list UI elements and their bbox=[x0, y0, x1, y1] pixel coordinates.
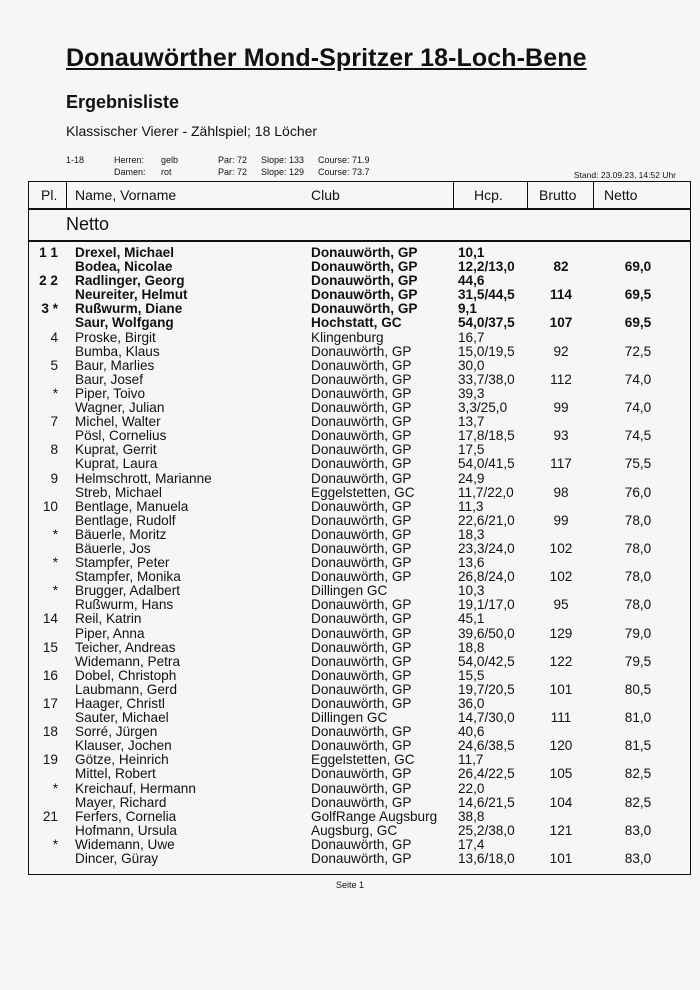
handicap: 10,3 bbox=[458, 583, 485, 599]
meta-gender-labels bbox=[114, 154, 146, 178]
handicap: 17,5 bbox=[458, 442, 485, 458]
handicap: 24,6/38,5 bbox=[458, 738, 515, 754]
handicap: 38,8 bbox=[458, 808, 485, 824]
place: 21 bbox=[42, 808, 58, 824]
table-row bbox=[0, 359, 700, 373]
club-name: Donauwörth, GP bbox=[311, 696, 412, 711]
table-row bbox=[0, 260, 700, 274]
netto-score: 69,0 bbox=[624, 259, 652, 275]
brutto-score: 99 bbox=[553, 512, 569, 528]
player-name: Drexel, Michael bbox=[75, 245, 174, 260]
club-name: Eggelstetten, GC bbox=[311, 752, 415, 768]
handicap: 12,2/13,0 bbox=[458, 259, 515, 275]
table-row bbox=[0, 528, 700, 542]
herren-tee: gelb bbox=[161, 155, 179, 165]
competition-description: Klassischer Vierer - Zählspiel; 18 Löcher bbox=[66, 123, 318, 139]
handicap: 54,0/37,5 bbox=[458, 315, 515, 331]
table-row bbox=[0, 556, 700, 570]
player-name: Mayer, Richard bbox=[75, 794, 167, 810]
meta-slope bbox=[261, 154, 304, 178]
player-name: Piper, Anna bbox=[75, 625, 145, 641]
header-pl: Pl. bbox=[41, 187, 58, 203]
club-name: Donauwörth, GP bbox=[311, 287, 418, 303]
brutto-score: 114 bbox=[550, 287, 572, 303]
handicap: 23,3/24,0 bbox=[458, 540, 515, 556]
player-name: Sorré, Jürgen bbox=[75, 724, 158, 740]
table-row bbox=[0, 542, 700, 556]
place: 8 bbox=[50, 442, 58, 458]
club-name: Donauwörth, GP bbox=[311, 428, 412, 444]
place: 1 1 bbox=[39, 245, 58, 260]
table-row bbox=[0, 584, 700, 598]
club-name: Donauwörth, GP bbox=[311, 667, 412, 683]
player-name: Bäuerle, Jos bbox=[75, 540, 151, 556]
club-name: Donauwörth, GP bbox=[311, 259, 418, 275]
place: 7 bbox=[50, 414, 58, 430]
player-name: Kuprat, Laura bbox=[75, 456, 158, 472]
club-name: Donauwörth, GP bbox=[311, 738, 412, 754]
netto-score: 78,0 bbox=[624, 597, 652, 613]
table-row bbox=[0, 472, 700, 486]
player-name: Sauter, Michael bbox=[75, 710, 169, 726]
handicap: 16,7 bbox=[458, 329, 485, 345]
netto-score: 81,5 bbox=[624, 738, 652, 754]
handicap: 24,9 bbox=[458, 470, 485, 486]
club-name: Donauwörth, GP bbox=[311, 498, 412, 514]
meta-course bbox=[318, 154, 370, 178]
handicap: 17,4 bbox=[458, 836, 485, 852]
place: 18 bbox=[42, 724, 58, 740]
player-name: Kuprat, Gerrit bbox=[75, 442, 157, 458]
table-row bbox=[0, 373, 700, 387]
player-name: Bodea, Nicolae bbox=[75, 259, 173, 275]
player-name: Pösl, Cornelius bbox=[75, 428, 167, 444]
player-name: Hofmann, Ursula bbox=[75, 822, 177, 838]
player-name: Bentlage, Rudolf bbox=[75, 512, 176, 528]
damen-tee: rot bbox=[161, 167, 172, 177]
column-divider bbox=[66, 181, 67, 209]
header-divider bbox=[28, 208, 691, 210]
brutto-score: 112 bbox=[550, 371, 572, 387]
handicap: 39,3 bbox=[458, 385, 485, 401]
netto-score: 78,0 bbox=[624, 540, 652, 556]
table-row bbox=[0, 810, 700, 824]
player-name: Haager, Christl bbox=[75, 696, 165, 711]
page-subtitle: Ergebnisliste bbox=[66, 92, 180, 112]
handicap: 39,6/50,0 bbox=[458, 625, 515, 641]
table-row bbox=[0, 627, 700, 641]
page-number: Seite 1 bbox=[335, 880, 365, 890]
table-row bbox=[0, 486, 700, 500]
club-name: Donauwörth, GP bbox=[311, 611, 412, 627]
place: * bbox=[52, 385, 58, 401]
table-row bbox=[0, 246, 700, 260]
table-row bbox=[0, 288, 700, 302]
netto-score: 80,5 bbox=[624, 681, 652, 697]
player-name: Baur, Josef bbox=[75, 371, 144, 387]
player-name: Kreichauf, Hermann bbox=[75, 780, 196, 796]
club-name: Donauwörth, GP bbox=[311, 357, 412, 373]
player-name: Teicher, Andreas bbox=[75, 639, 176, 655]
player-name: Reil, Katrin bbox=[75, 611, 142, 627]
place: * bbox=[52, 526, 58, 542]
handicap: 25,2/38,0 bbox=[458, 822, 515, 838]
handicap: 31,5/44,5 bbox=[458, 287, 515, 303]
club-name: Dillingen GC bbox=[311, 710, 388, 726]
club-name: Eggelstetten, GC bbox=[311, 484, 415, 500]
damen-slope: Slope: 129 bbox=[261, 167, 305, 177]
club-name: Donauwörth, GP bbox=[311, 442, 412, 458]
place: 17 bbox=[42, 696, 58, 711]
netto-score: 75,5 bbox=[624, 456, 652, 472]
brutto-score: 82 bbox=[553, 259, 569, 275]
handicap: 19,7/20,5 bbox=[458, 681, 515, 697]
place: 19 bbox=[42, 752, 58, 768]
table-row bbox=[0, 274, 700, 288]
brutto-score: 102 bbox=[549, 569, 573, 585]
netto-score: 74,0 bbox=[624, 371, 652, 387]
table-row bbox=[0, 824, 700, 838]
handicap: 26,4/22,5 bbox=[458, 766, 515, 782]
table-row bbox=[0, 767, 700, 781]
club-name: Donauwörth, GP bbox=[311, 371, 412, 387]
herren-slope: Slope: 133 bbox=[261, 155, 305, 165]
brutto-score: 99 bbox=[553, 400, 569, 416]
club-name: Donauwörth, GP bbox=[311, 555, 412, 571]
club-name: Donauwörth, GP bbox=[311, 526, 412, 542]
brutto-score: 107 bbox=[549, 315, 573, 331]
club-name: Donauwörth, GP bbox=[311, 639, 412, 655]
header-hcp: Hcp. bbox=[474, 187, 503, 203]
handicap: 45,1 bbox=[458, 611, 485, 627]
club-name: Donauwörth, GP bbox=[311, 836, 412, 852]
handicap: 13,6/18,0 bbox=[458, 851, 515, 867]
column-divider bbox=[593, 181, 594, 209]
place: * bbox=[52, 780, 58, 796]
netto-score: 82,5 bbox=[624, 794, 652, 810]
player-name: Neureiter, Helmut bbox=[75, 287, 188, 303]
club-name: Hochstatt, GC bbox=[311, 315, 402, 331]
player-name: Bentlage, Manuela bbox=[75, 498, 189, 514]
player-name: Proske, Birgit bbox=[75, 329, 156, 345]
place: 2 2 bbox=[39, 273, 58, 289]
player-name: Wagner, Julian bbox=[75, 400, 165, 416]
club-name: Donauwörth, GP bbox=[311, 681, 412, 697]
player-name: Michel, Walter bbox=[75, 414, 161, 430]
player-name: Streb, Michael bbox=[75, 484, 162, 500]
club-name: Donauwörth, GP bbox=[311, 794, 412, 810]
player-name: Piper, Toivo bbox=[75, 385, 146, 401]
netto-score: 76,0 bbox=[624, 484, 652, 500]
header-netto: Netto bbox=[604, 187, 638, 203]
handicap: 17,8/18,5 bbox=[458, 428, 515, 444]
column-divider bbox=[453, 181, 454, 209]
place: 15 bbox=[42, 639, 58, 655]
handicap: 15,0/19,5 bbox=[458, 343, 515, 359]
handicap: 30,0 bbox=[458, 357, 485, 373]
table-row bbox=[0, 570, 700, 584]
section-divider bbox=[28, 240, 691, 242]
table-row bbox=[0, 782, 700, 796]
table-row bbox=[0, 753, 700, 767]
netto-score: 82,5 bbox=[624, 766, 652, 782]
netto-score: 72,5 bbox=[624, 343, 652, 359]
club-name: Dillingen GC bbox=[311, 583, 388, 599]
handicap: 11,3 bbox=[458, 498, 484, 514]
brutto-score: 105 bbox=[549, 766, 573, 782]
club-name: Donauwörth, GP bbox=[311, 400, 412, 416]
club-name: Donauwörth, GP bbox=[311, 512, 412, 528]
table-row bbox=[0, 401, 700, 415]
brutto-score: 101 bbox=[549, 851, 573, 867]
damen-label: Damen: bbox=[114, 167, 146, 177]
club-name: Donauwörth, GP bbox=[311, 470, 412, 486]
handicap: 54,0/42,5 bbox=[458, 653, 515, 669]
meta-holes bbox=[66, 154, 84, 166]
netto-score: 83,0 bbox=[624, 822, 652, 838]
handicap: 54,0/41,5 bbox=[458, 456, 515, 472]
table-row bbox=[0, 345, 700, 359]
player-name: Helmschrott, Marianne bbox=[75, 470, 212, 486]
netto-score: 83,0 bbox=[624, 851, 652, 867]
table-row bbox=[0, 415, 700, 429]
table-row bbox=[0, 331, 700, 345]
page-title: Donauwörther Mond-Spritzer 18-Loch-Bene bbox=[66, 44, 587, 72]
damen-par: Par: 72 bbox=[218, 167, 248, 177]
herren-label: Herren: bbox=[114, 155, 145, 165]
brutto-score: 93 bbox=[553, 428, 569, 444]
handicap: 13,7 bbox=[458, 414, 485, 430]
player-name: Bäuerle, Moritz bbox=[75, 526, 167, 542]
timestamp: Stand: 23.09.23, 14:52 Uhr bbox=[573, 170, 676, 180]
handicap: 11,7 bbox=[458, 752, 484, 768]
club-name: Donauwörth, GP bbox=[311, 414, 412, 430]
column-divider bbox=[527, 181, 528, 209]
header-name: Name, Vorname bbox=[75, 187, 177, 203]
player-name: Mittel, Robert bbox=[75, 766, 156, 782]
player-name: Dincer, Güray bbox=[75, 851, 159, 867]
handicap: 10,1 bbox=[458, 245, 485, 260]
place: 5 bbox=[50, 357, 58, 373]
player-name: Widemann, Uwe bbox=[75, 836, 175, 852]
club-name: Klingenburg bbox=[311, 329, 384, 345]
table-row bbox=[0, 598, 700, 612]
club-name: Donauwörth, GP bbox=[311, 569, 412, 585]
place: 14 bbox=[42, 611, 58, 627]
player-name: Götze, Heinrich bbox=[75, 752, 169, 768]
player-name: Bumba, Klaus bbox=[75, 343, 160, 359]
player-name: Ferfers, Cornelia bbox=[75, 808, 177, 824]
handicap: 22,0 bbox=[458, 780, 485, 796]
netto-score: 69,5 bbox=[624, 315, 652, 331]
club-name: Donauwörth, GP bbox=[311, 653, 412, 669]
netto-score: 74,0 bbox=[624, 400, 652, 416]
club-name: Donauwörth, GP bbox=[311, 625, 412, 641]
place: 3 * bbox=[41, 301, 58, 317]
herren-course: Course: 71.9 bbox=[318, 155, 370, 165]
player-name: Rußwurm, Hans bbox=[75, 597, 174, 613]
player-name: Stampfer, Peter bbox=[75, 555, 170, 571]
handicap: 9,1 bbox=[458, 301, 477, 317]
player-name: Rußwurm, Diane bbox=[75, 301, 183, 317]
handicap: 15,5 bbox=[458, 667, 485, 683]
herren-par: Par: 72 bbox=[218, 155, 248, 165]
table-row bbox=[0, 500, 700, 514]
player-name: Widemann, Petra bbox=[75, 653, 181, 669]
brutto-score: 98 bbox=[553, 484, 569, 500]
table-row bbox=[0, 443, 700, 457]
player-name: Dobel, Christoph bbox=[75, 667, 177, 683]
table-row bbox=[0, 852, 700, 866]
table-row bbox=[0, 429, 700, 443]
player-name: Brugger, Adalbert bbox=[75, 583, 181, 599]
netto-score: 78,0 bbox=[624, 569, 652, 585]
brutto-score: 92 bbox=[553, 343, 569, 359]
club-name: Augsburg, GC bbox=[311, 822, 398, 838]
club-name: Donauwörth, GP bbox=[311, 780, 412, 796]
brutto-score: 121 bbox=[549, 822, 573, 838]
brutto-score: 129 bbox=[549, 625, 573, 641]
table-row bbox=[0, 302, 700, 316]
handicap: 18,8 bbox=[458, 639, 485, 655]
brutto-score: 120 bbox=[549, 738, 573, 754]
netto-score: 74,5 bbox=[624, 428, 652, 444]
place: 10 bbox=[42, 498, 58, 514]
table-row bbox=[0, 316, 700, 330]
meta-par bbox=[218, 154, 247, 178]
handicap: 13,6 bbox=[458, 555, 485, 571]
table-row bbox=[0, 711, 700, 725]
player-name: Baur, Marlies bbox=[75, 357, 155, 373]
handicap: 18,3 bbox=[458, 526, 485, 542]
table-row bbox=[0, 838, 700, 852]
place: * bbox=[52, 583, 58, 599]
handicap: 36,0 bbox=[458, 696, 485, 711]
handicap: 40,6 bbox=[458, 724, 485, 740]
brutto-score: 104 bbox=[549, 794, 573, 810]
table-row bbox=[0, 739, 700, 753]
club-name: Donauwörth, GP bbox=[311, 245, 418, 260]
club-name: Donauwörth, GP bbox=[311, 540, 412, 556]
brutto-score: 117 bbox=[550, 456, 572, 472]
player-name: Laubmann, Gerd bbox=[75, 681, 178, 697]
club-name: Donauwörth, GP bbox=[311, 301, 418, 317]
table-row bbox=[0, 457, 700, 471]
netto-score: 79,0 bbox=[624, 625, 652, 641]
table-row bbox=[0, 641, 700, 655]
netto-score: 78,0 bbox=[624, 512, 652, 528]
brutto-score: 101 bbox=[549, 681, 573, 697]
handicap: 44,6 bbox=[458, 273, 485, 289]
results-rows bbox=[0, 246, 700, 866]
handicap: 3,3/25,0 bbox=[458, 400, 508, 416]
handicap: 14,7/30,0 bbox=[458, 710, 515, 726]
table-row bbox=[0, 514, 700, 528]
place: 4 bbox=[50, 329, 58, 345]
section-title: Netto bbox=[66, 214, 110, 234]
place: 16 bbox=[42, 667, 58, 683]
table-row bbox=[0, 725, 700, 739]
player-name: Radlinger, Georg bbox=[75, 273, 185, 289]
club-name: Donauwörth, GP bbox=[311, 597, 412, 613]
club-name: Donauwörth, GP bbox=[311, 456, 412, 472]
handicap: 19,1/17,0 bbox=[458, 597, 515, 613]
handicap: 26,8/24,0 bbox=[458, 569, 515, 585]
player-name: Klauser, Jochen bbox=[75, 738, 172, 754]
place: 9 bbox=[50, 470, 58, 486]
club-name: Donauwörth, GP bbox=[311, 724, 412, 740]
brutto-score: 95 bbox=[553, 597, 569, 613]
club-name: Donauwörth, GP bbox=[311, 273, 418, 289]
netto-score: 79,5 bbox=[624, 653, 652, 669]
brutto-score: 111 bbox=[550, 710, 572, 726]
player-name: Saur, Wolfgang bbox=[75, 315, 174, 331]
header-club: Club bbox=[311, 187, 340, 203]
netto-score: 69,5 bbox=[624, 287, 652, 303]
table-row bbox=[0, 683, 700, 697]
brutto-score: 102 bbox=[549, 540, 573, 556]
club-name: GolfRange Augsburg bbox=[311, 808, 438, 824]
club-name: Donauwörth, GP bbox=[311, 385, 412, 401]
table-row bbox=[0, 697, 700, 711]
table-row bbox=[0, 796, 700, 810]
brutto-score: 122 bbox=[549, 653, 573, 669]
club-name: Donauwörth, GP bbox=[311, 766, 412, 782]
club-name: Donauwörth, GP bbox=[311, 851, 412, 867]
handicap: 11,7/22,0 bbox=[458, 484, 514, 500]
holes-range: 1-18 bbox=[66, 155, 85, 165]
handicap: 14,6/21,5 bbox=[458, 794, 515, 810]
netto-score: 81,0 bbox=[624, 710, 652, 726]
handicap: 22,6/21,0 bbox=[458, 512, 515, 528]
place: * bbox=[52, 836, 58, 852]
table-row bbox=[0, 387, 700, 401]
table-row bbox=[0, 655, 700, 669]
header-brutto: Brutto bbox=[539, 187, 577, 203]
damen-course: Course: 73.7 bbox=[318, 167, 370, 177]
handicap: 33,7/38,0 bbox=[458, 371, 515, 387]
table-row bbox=[0, 669, 700, 683]
meta-tees bbox=[161, 154, 178, 178]
club-name: Donauwörth, GP bbox=[311, 343, 412, 359]
player-name: Stampfer, Monika bbox=[75, 569, 181, 585]
place: * bbox=[52, 555, 58, 571]
table-row bbox=[0, 612, 700, 626]
